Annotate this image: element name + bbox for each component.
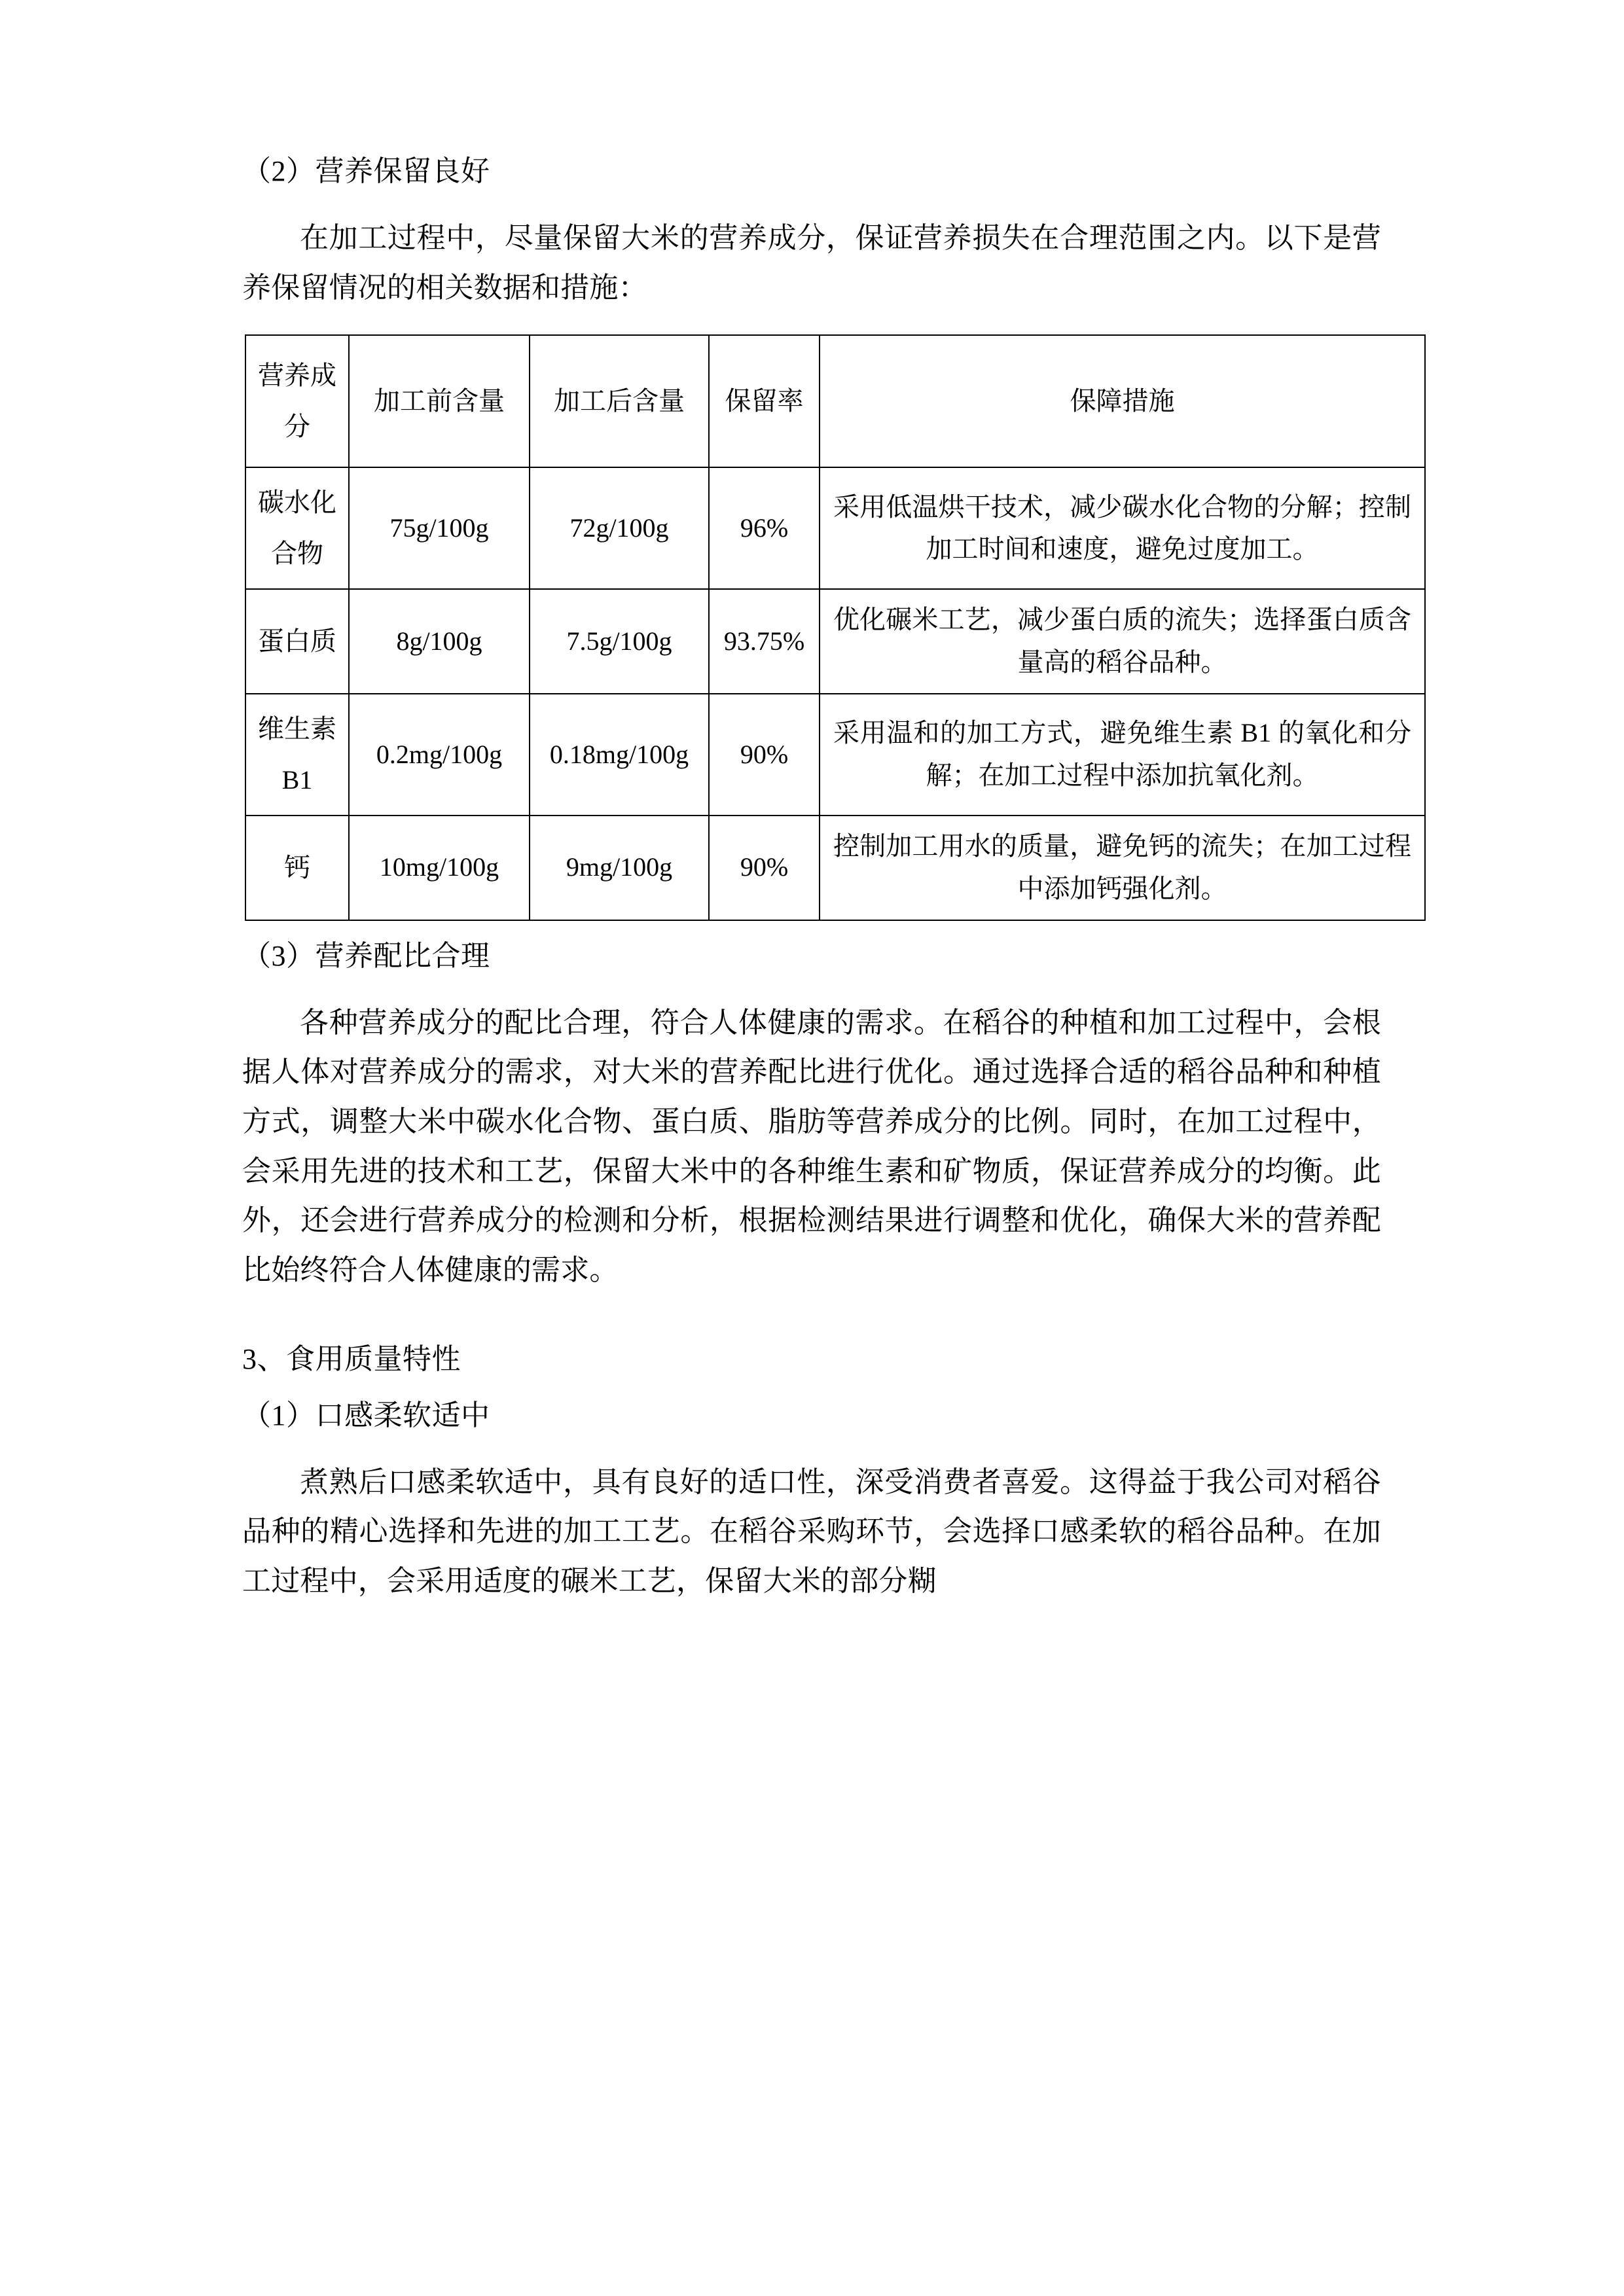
table-row xyxy=(245,589,1425,694)
cell-after: 7.5g/100g xyxy=(530,589,709,694)
cell-rate: 90% xyxy=(709,694,820,816)
section-quality-paragraph: 煮熟后口感柔软适中，具有良好的适口性，深受消费者喜爱。这得益于我公司对稻谷品种的精心选择和先进的加工工艺。在稻谷采购环节，会选择口感柔软的稻谷品种。在加工过程中，会采用适度的碾米工艺，保留大米的部分糊 xyxy=(242,1465,1381,1597)
cell-measure: 优化碾米工艺，减少蛋白质的流失；选择蛋白质含量高的稻谷品种。 xyxy=(820,589,1425,694)
section-quality-sub-heading: （1）口感柔软适中 xyxy=(242,1399,490,1431)
cell-before: 0.2mg/100g xyxy=(349,694,530,816)
cell-component: 碳水化合物 xyxy=(245,467,349,589)
cell-after: 9mg/100g xyxy=(530,816,709,920)
page-content xyxy=(242,155,1411,1610)
cell-measure: 采用低温烘干技术，减少碳水化合物的分解；控制加工时间和速度，避免过度加工。 xyxy=(820,467,1425,589)
section-3-heading: （3）营养配比合理 xyxy=(242,939,490,972)
nutrition-retention-table xyxy=(245,334,1426,920)
table-row xyxy=(245,694,1425,816)
section-2-paragraph: 在加工过程中，尽量保留大米的营养成分，保证营养损失在合理范围之内。以下是营养保留情况的相关数据和措施： xyxy=(242,222,1381,304)
cell-before: 10mg/100g xyxy=(349,816,530,920)
cell-rate: 90% xyxy=(709,816,820,920)
header-cell-before: 加工前含量 xyxy=(349,335,530,467)
header-cell-rate: 保留率 xyxy=(709,335,820,467)
header-cell-after: 加工后含量 xyxy=(530,335,709,467)
header-cell-measure: 保障措施 xyxy=(820,335,1425,467)
cell-measure: 采用温和的加工方式，避免维生素 B1 的氧化和分解；在加工过程中添加抗氧化剂。 xyxy=(820,694,1425,816)
table-row xyxy=(245,467,1425,589)
cell-component: 蛋白质 xyxy=(245,589,349,694)
header-cell-component: 营养成分 xyxy=(245,335,349,467)
spacer xyxy=(242,1299,1381,1345)
cell-rate: 96% xyxy=(709,467,820,589)
table-header-row xyxy=(245,335,1425,467)
section-3-paragraph: 各种营养成分的配比合理，符合人体健康的需求。在稻谷的种植和加工过程中，会根据人体对营养成分的需求，对大米的营养配比进行优化。通过选择合适的稻谷品种和种植方式，调整大米中碳水化合物、蛋白质、脂肪等营养成分的比例。同时，在加工过程中，会采用先进的技术和工艺，保留大米中的各种维生素和矿物质，保证营养成分的均衡。此外，还会进行营养成分的检测和分析，根据检测结果进行调整和优化，确保大米的营养配比始终符合人体健康的需求。 xyxy=(242,1006,1381,1286)
cell-component: 维生素 B1 xyxy=(245,694,349,816)
section-2-heading: （2）营养保留良好 xyxy=(242,155,490,187)
cell-component: 钙 xyxy=(245,816,349,920)
table-row xyxy=(245,816,1425,920)
cell-before: 75g/100g xyxy=(349,467,530,589)
cell-rate: 93.75% xyxy=(709,589,820,694)
section-quality-heading: 3、食用质量特性 xyxy=(242,1342,461,1375)
cell-after: 72g/100g xyxy=(530,467,709,589)
cell-measure: 控制加工用水的质量，避免钙的流失；在加工过程中添加钙强化剂。 xyxy=(820,816,1425,920)
spacer xyxy=(242,925,1381,942)
cell-before: 8g/100g xyxy=(349,589,530,694)
cell-after: 0.18mg/100g xyxy=(530,694,709,816)
